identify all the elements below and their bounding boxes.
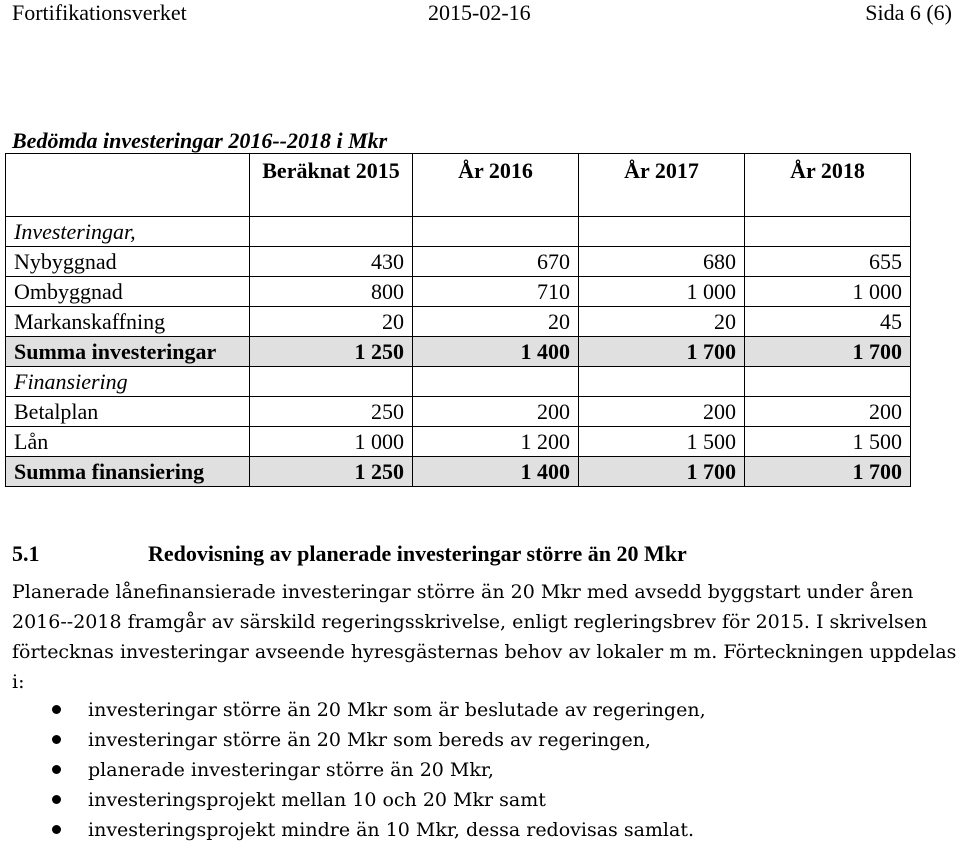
bullet-icon — [52, 705, 61, 714]
cell-2018: 1 700 — [745, 457, 911, 487]
header-page-number: Sida 6 (6) — [865, 0, 952, 25]
list-item-text: investeringar större än 20 Mkr som är beslutade av regeringen, — [88, 699, 706, 721]
list-item — [12, 695, 706, 725]
cell-2017: 1 700 — [579, 337, 745, 367]
table-row — [6, 367, 911, 397]
section-number: 5.1 — [12, 541, 40, 566]
list-item-text: investeringsprojekt mellan 10 och 20 Mkr samt — [88, 789, 546, 811]
row-label: Summa investeringar — [6, 337, 250, 367]
cell-2017: 1 500 — [579, 427, 745, 457]
cell-2016: 200 — [413, 397, 579, 427]
row-label: Finansiering — [6, 367, 250, 397]
cell-2017: 1 000 — [579, 277, 745, 307]
cell-2017: 1 700 — [579, 457, 745, 487]
cell-2018 — [745, 367, 911, 397]
column-header-2018: År 2018 — [745, 154, 911, 217]
bullet-icon — [52, 765, 61, 774]
row-label: Markanskaffning — [6, 307, 250, 337]
investment-table — [5, 153, 911, 487]
body-paragraph: Planerade lånefinansierade investeringar större än 20 Mkr med avsedd byggstart under åren 2016--2018 framgår av särskild regeringsskrivelse, enligt regleringsbrev för 2015. I skrivelsen förtecknas investeringar avseende hyresgästernas behov av lokaler m m. Förteckningen uppdelas i: — [12, 581, 957, 693]
list-item — [12, 755, 706, 785]
table-header-row — [6, 154, 911, 217]
table-row — [6, 277, 911, 307]
section-title: Redovisning av planerade investeringar större än 20 Mkr — [148, 541, 687, 566]
column-header-2015: Beräknat 2015 — [250, 154, 413, 217]
page-header — [0, 0, 960, 26]
list-item — [12, 725, 706, 755]
cell-2017 — [579, 217, 745, 247]
table-row — [6, 427, 911, 457]
column-header-2017: År 2017 — [579, 154, 745, 217]
cell-2017 — [579, 367, 745, 397]
row-label: Betalplan — [6, 397, 250, 427]
header-date: 2015-02-16 — [428, 0, 531, 25]
cell-2015: 1 250 — [250, 337, 413, 367]
cell-2015: 1 000 — [250, 427, 413, 457]
bullet-icon — [52, 825, 61, 834]
column-header-2016: År 2016 — [413, 154, 579, 217]
table-row — [6, 247, 911, 277]
table-title: Bedömda investeringar 2016--2018 i Mkr — [12, 128, 388, 153]
cell-2016: 20 — [413, 307, 579, 337]
list-item-text: investeringsprojekt mindre än 10 Mkr, dessa redovisas samlat. — [88, 819, 695, 841]
cell-2016: 1 400 — [413, 337, 579, 367]
cell-2018: 1 000 — [745, 277, 911, 307]
row-label: Nybyggnad — [6, 247, 250, 277]
row-label: Ombyggnad — [6, 277, 250, 307]
cell-2015: 20 — [250, 307, 413, 337]
cell-2016: 670 — [413, 247, 579, 277]
list-item — [12, 785, 706, 815]
cell-2015: 430 — [250, 247, 413, 277]
cell-2016: 1 200 — [413, 427, 579, 457]
cell-2015: 1 250 — [250, 457, 413, 487]
bullet-list — [12, 695, 706, 845]
cell-2015 — [250, 217, 413, 247]
header-organization: Fortifikationsverket — [12, 0, 187, 25]
cell-2016: 710 — [413, 277, 579, 307]
cell-2017: 200 — [579, 397, 745, 427]
table-row — [6, 217, 911, 247]
column-header-label — [6, 154, 250, 217]
cell-2016 — [413, 217, 579, 247]
table-row-sum — [6, 457, 911, 487]
cell-2015 — [250, 367, 413, 397]
list-item — [12, 815, 706, 845]
section-heading — [12, 541, 687, 567]
cell-2016 — [413, 367, 579, 397]
row-label: Summa finansiering — [6, 457, 250, 487]
list-item-text: investeringar större än 20 Mkr som bereds av regeringen, — [88, 729, 651, 751]
table-row — [6, 397, 911, 427]
cell-2018: 655 — [745, 247, 911, 277]
cell-2015: 800 — [250, 277, 413, 307]
cell-2018: 1 500 — [745, 427, 911, 457]
row-label: Lån — [6, 427, 250, 457]
cell-2018 — [745, 217, 911, 247]
cell-2015: 250 — [250, 397, 413, 427]
cell-2018: 1 700 — [745, 337, 911, 367]
cell-2016: 1 400 — [413, 457, 579, 487]
cell-2017: 680 — [579, 247, 745, 277]
cell-2017: 20 — [579, 307, 745, 337]
cell-2018: 45 — [745, 307, 911, 337]
table-row — [6, 307, 911, 337]
bullet-icon — [52, 735, 61, 744]
cell-2018: 200 — [745, 397, 911, 427]
list-item-text: planerade investeringar större än 20 Mkr, — [88, 759, 494, 781]
row-label: Investeringar, — [6, 217, 250, 247]
bullet-icon — [52, 795, 61, 804]
table-row-sum — [6, 337, 911, 367]
